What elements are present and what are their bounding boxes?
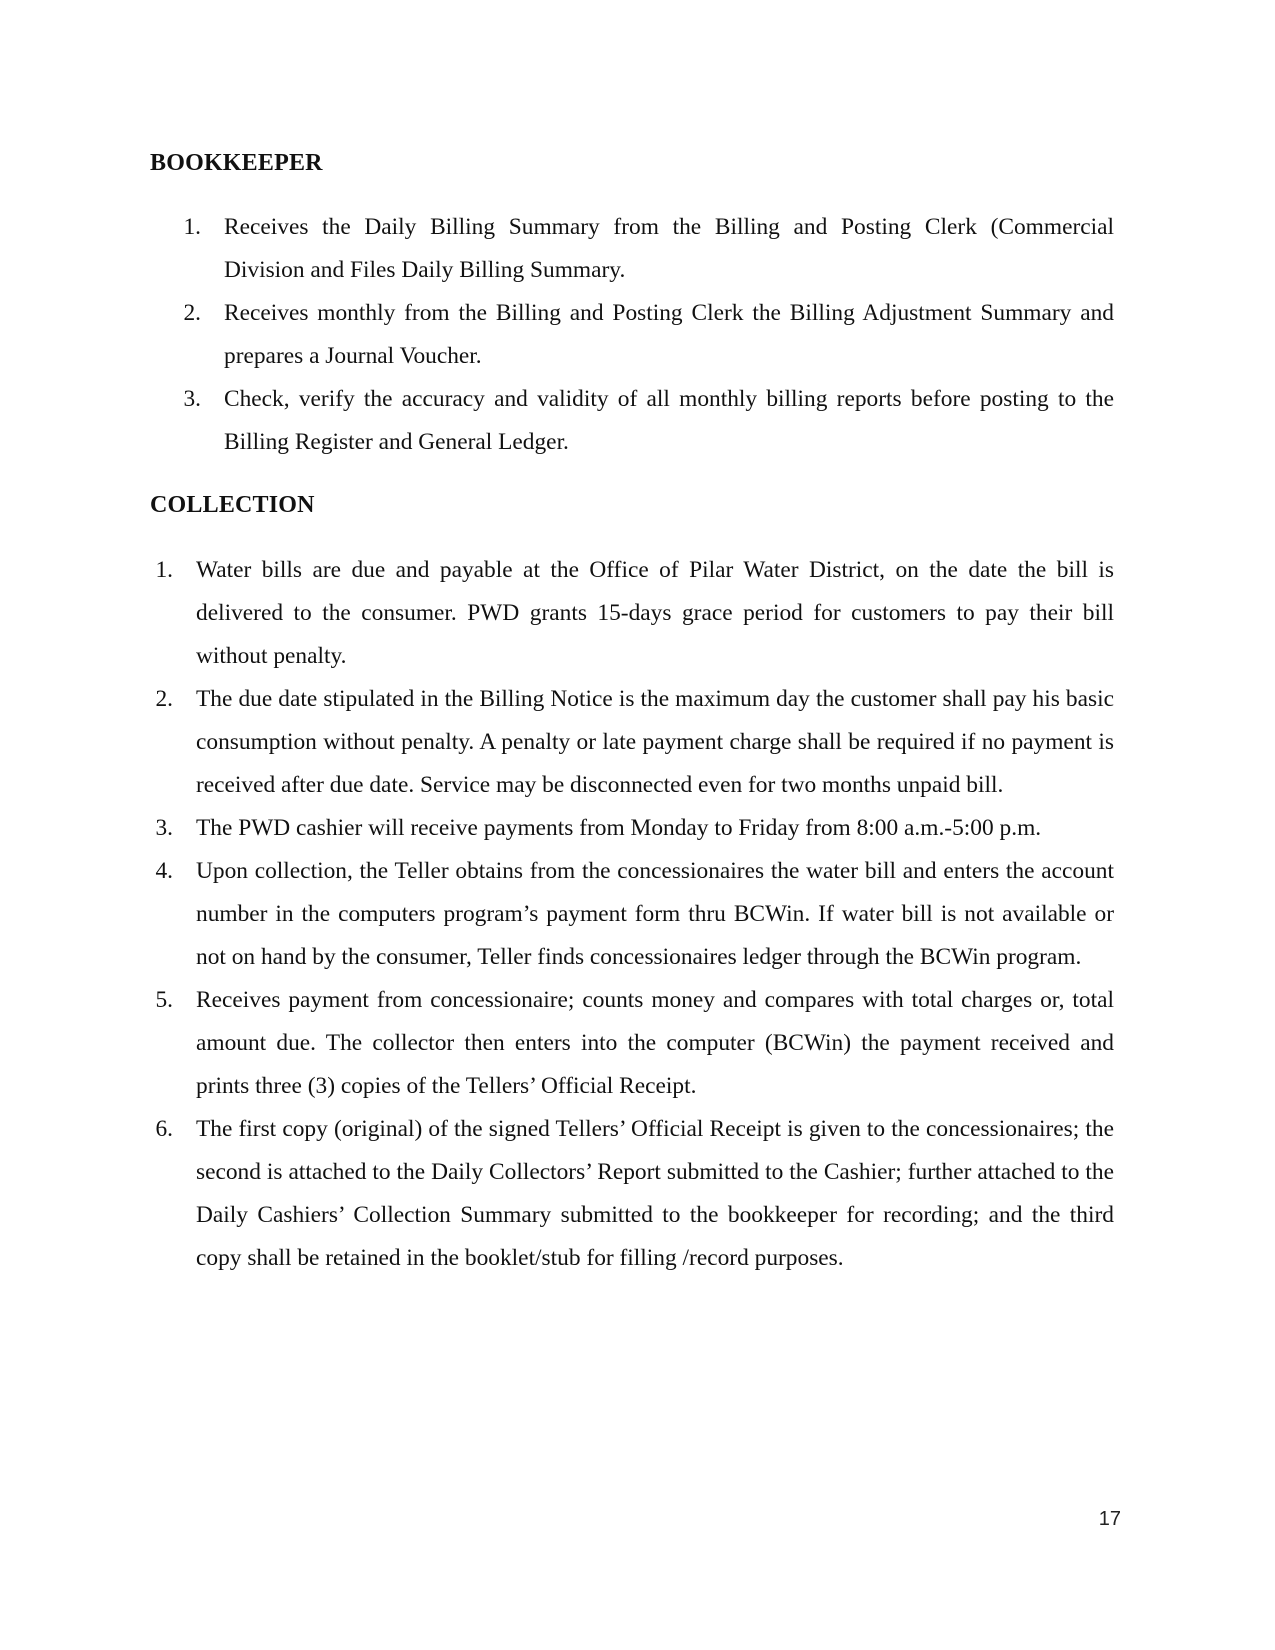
list-item-text: Water bills are due and payable at the Office of Pilar Water District, on the date the bill is delivered to the consumer. PWD grants 15-days grace period for customers to pay their bill without penalty.: [196, 557, 1114, 669]
page-number: 17: [1098, 1508, 1121, 1530]
list-item: [185, 206, 1114, 292]
list-item-number: 5.: [155, 987, 173, 1013]
list-item-number: 3.: [183, 386, 201, 412]
list-item: [157, 549, 1114, 678]
list-item-text: The due date stipulated in the Billing Notice is the maximum day the customer shall pay his basic consumption without penalty. A penalty or late payment charge shall be required if no payment is received after due date. Service may be disconnected even for two months unpaid bill.: [196, 686, 1114, 798]
list-item: [185, 378, 1114, 464]
list-item-text: The PWD cashier will receive payments from Monday to Friday from 8:00 a.m.-5:00 p.m.: [196, 815, 1042, 841]
list-item-text: Receives the Daily Billing Summary from the Billing and Posting Clerk (Commercial Division and Files Daily Billing Summary.: [224, 214, 1114, 283]
list-item: [185, 292, 1114, 378]
section-heading-collection: COLLECTION: [150, 492, 315, 518]
list-item-text: Upon collection, the Teller obtains from the concessionaires the water bill and enters the account number in the computers program’s payment form thru BCWin. If water bill is not available or not on hand by the consumer, Teller finds concessionaires ledger through the BCWin program.: [196, 858, 1114, 970]
list-item-number: 3.: [155, 815, 173, 841]
list-item-text: Check, verify the accuracy and validity of all monthly billing reports before posting to the Billing Register and General Ledger.: [224, 386, 1114, 455]
list-item: [157, 979, 1114, 1108]
list-item-number: 2.: [155, 686, 173, 712]
list-item-text: Receives payment from concessionaire; counts money and compares with total charges or, total amount due. The collector then enters into the computer (BCWin) the payment received and prints three (3) copies of the Tellers’ Official Receipt.: [196, 987, 1114, 1099]
section-heading-bookkeeper: BOOKKEEPER: [150, 150, 323, 176]
list-item-text: The first copy (original) of the signed Tellers’ Official Receipt is given to the concessionaires; the second is attached to the Daily Collectors’ Report submitted to the Cashier; further attached to the Daily Cashiers’ Collection Summary submitted to the bookkeeper for recording; and the third copy shall be retained in the booklet/stub for filling /record purposes.: [196, 1116, 1114, 1271]
list-item-number: 6.: [155, 1116, 173, 1142]
list-item: [157, 1108, 1114, 1280]
list-item: [157, 807, 1114, 850]
list-item-number: 4.: [155, 858, 173, 884]
list-item: [157, 678, 1114, 807]
list-item-number: 2.: [183, 300, 201, 326]
list-item: [157, 850, 1114, 979]
bookkeeper-list: [185, 206, 1114, 464]
list-item-text: Receives monthly from the Billing and Posting Clerk the Billing Adjustment Summary and prepares a Journal Voucher.: [224, 300, 1114, 369]
list-item-number: 1.: [183, 214, 201, 240]
list-item-number: 1.: [155, 557, 173, 583]
collection-list: [157, 549, 1114, 1280]
